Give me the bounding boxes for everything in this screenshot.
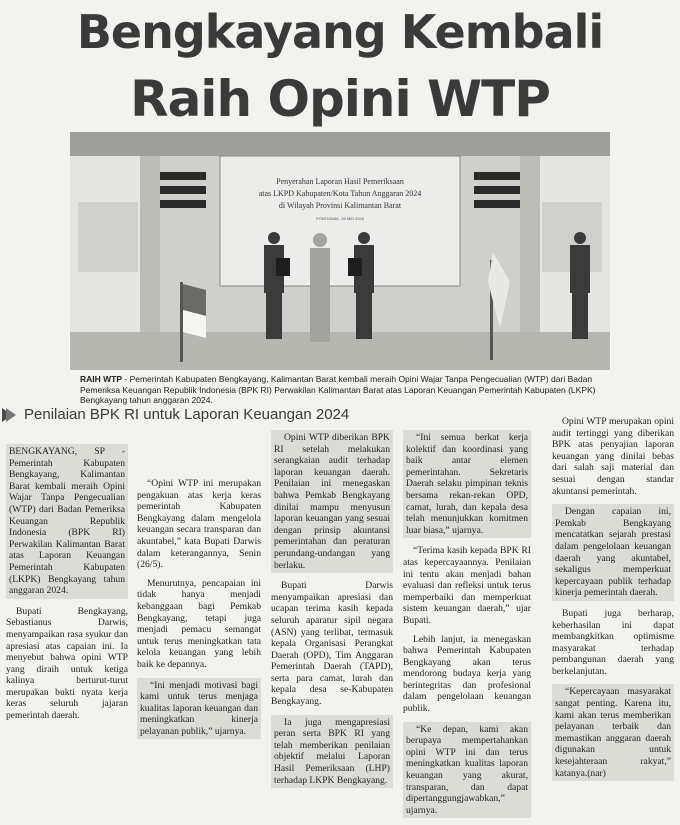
- article-column-4: [403, 430, 531, 825]
- article-paragraph: “Terima kasih kepada BPK RI atas kepercayaannya. Penilaian ini tentu akan menjadi bahan evaluasi dan refleksi untuk terus memperbaiki dan memperkuat sistem keuangan daerah,” ujar Bupati.: [403, 545, 531, 626]
- article-paragraph: “Kepercayaan masyarakat sangat penting. Karena itu, kami akan terus memberikan pelayanan terbaik dan memastikan anggaran daerah digunakan untuk kesejahteraan rakyat,” katanya.(nar): [552, 684, 674, 781]
- banner-line2: atas LKPD Kabupaten/Kota Tahun Anggaran 2024: [258, 189, 422, 198]
- article-paragraph: Opini WTP diberikan BPK RI setelah melakukan serangkaian audit terhadap laporan keuangan daerah. Penilaian ini menegaskan bahwa Pemkab Bengkayang dinilai mampu menyusun laporan keuangan yang sesuai dengan prinsip akuntansi pemerintahan dan peraturan perundang-undangan yang berlaku.: [271, 430, 393, 573]
- banner-line1: Penyerahan Laporan Hasil Pemeriksaan: [276, 177, 404, 186]
- article-paragraph: “Ini semua berkat kerja kolektif dan koordinasi yang baik antar elemen pemerintahan. Sekretaris Daerah selaku pimpinan teknis bersama rekan-rekan OPD, camat, lurah, dan kepala desa telah menunjukkan komitmen luar biasa,” ujarnya.: [403, 430, 531, 538]
- caption-label: RAIH WTP: [80, 374, 123, 384]
- article-paragraph: Bupati juga berharap, keberhasilan ini dapat membangkitkan optimisme masyarakat terhadap pembangunan daerah yang berkelanjutan.: [552, 607, 674, 677]
- section-arrow-icon: [2, 408, 16, 422]
- article-paragraph: Bupati Bengkayang, Sebastianus Darwis, menyampaikan rasa syukur dan apresiasi atas capaian ini. Ia menyebut bahwa opini WTP yang diraih untuk ketiga kalinya berturut-turut merupakan bukti nyata kerja keras seluruh jajaran pemerintah daerah.: [6, 605, 128, 722]
- article-column-2: [137, 478, 261, 746]
- article-column-1: [6, 444, 128, 729]
- news-photo: [70, 132, 610, 370]
- section-title: Penilaian BPK RI untuk Laporan Keuangan 2024: [24, 406, 350, 423]
- caption-text: - Pemerintah Kabupaten Bengkayang, Kalimantan Barat kembali meraih Opini Wajar Tanpa Pengecualian (WTP) dari Badan Pemeriksa Keuangan Republik Indonesia (BPK RI) Perwakilan Kalimantan Barat atas Laporan Keuangan Pemerintah Kabupaten (LKPK) Bengkayang tahun anggaran 2024.: [80, 374, 596, 405]
- article-paragraph: Lebih lanjut, ia menegaskan bahwa Pemerintah Kabupaten Bengkayang akan terus mendorong budaya kerja yang berintegritas dan profesional dalam pengelolaan keuangan publik.: [403, 633, 531, 715]
- article-paragraph: “Ke depan, kami akan berupaya mempertahankan opini WTP ini dan terus meningkatkan kualitas laporan keuangan yang akurat, transparan, dan dapat dipertanggungjawabkan,” ujarnya.: [403, 722, 531, 819]
- photo-illustration: [70, 132, 610, 370]
- banner-line3: di Wilayah Provinsi Kalimantan Barat: [278, 201, 402, 210]
- article-paragraph: “Opini WTP ini merupakan pengakuan atas kerja keras pemerintah Kabupaten Bengkayang dalam mengelola keuangan secara transparan dan akuntabel,” kata Bupati Darwis dalam keterangannya, Senin (26/5).: [137, 478, 261, 571]
- article-paragraph: Menurutnya, pencapaian ini tidak hanya menjadi kebanggaan bagi Pemkab Bengkayang, tetapi juga menjadi pemacu semangat untuk terus meningkatkan tata kelola keuangan yang lebih baik ke depannya.: [137, 577, 261, 670]
- headline-line1: Bengkayang Kembali: [76, 5, 604, 59]
- photo-caption: [80, 374, 610, 406]
- article-column-5: [552, 416, 674, 788]
- article-paragraph: BENGKAYANG, SP - Pemerintah Kabupaten Bengkayang, Kalimantan Barat kembali meraih Opini Wajar Tanpa Pengecualian (WTP) dari Badan Pemeriksa Keuangan Republik Indonesia (BPK RI) Perwakilan Kalimantan Barat atas Laporan Keuangan Pemerintah Kabupaten (LKPK) Bengkayang tahun anggaran 2024.: [6, 444, 128, 599]
- banner-place: PONTIANAK, 26 MEI 2025: [315, 216, 365, 221]
- article-column-3: [271, 430, 393, 795]
- article-paragraph: Opini WTP merupakan opini audit tertinggi yang diberikan BPK atas penyajian laporan keuangan yang dinilai bebas dari salah saji material dan sesuai dengan standar akuntansi pemerintah.: [552, 416, 674, 497]
- section-bar: [0, 404, 400, 426]
- headline-line2: Raih Opini WTP: [130, 70, 550, 128]
- article-paragraph: Bupati Darwis menyampaikan apresiasi dan ucapan terima kasih kepada seluruh aparatur sipil negara (ASN) yang terlibat, termasuk kepala Organisasi Perangkat Daerah (OPD), Tim Anggaran Pemerintah Daerah (TAPD), serta para camat, lurah dan kepala desa se-Kabupaten Bengkayang.: [271, 580, 393, 708]
- article-paragraph: Ia juga mengapresiasi peran serta BPK RI yang telah memberikan penilaian objektif melalui Laporan Hasil Pemeriksaan (LHP) terhadap LKPK Bengkayang.: [271, 715, 393, 789]
- article-paragraph: Dengan capaian ini, Pemkab Bengkayang mencatatkan sejarah prestasi dalam pengelolaan keuangan daerah yang akuntabel, sekaligus memperkuat kepercayaan publik terhadap kinerja pemerintah daerah.: [552, 504, 674, 601]
- article-paragraph: “Ini menjadi motivasi bagi kami untuk terus menjaga kualitas laporan keuangan dan meningkatkan kinerja pelayanan publik,” ujarnya.: [137, 678, 261, 740]
